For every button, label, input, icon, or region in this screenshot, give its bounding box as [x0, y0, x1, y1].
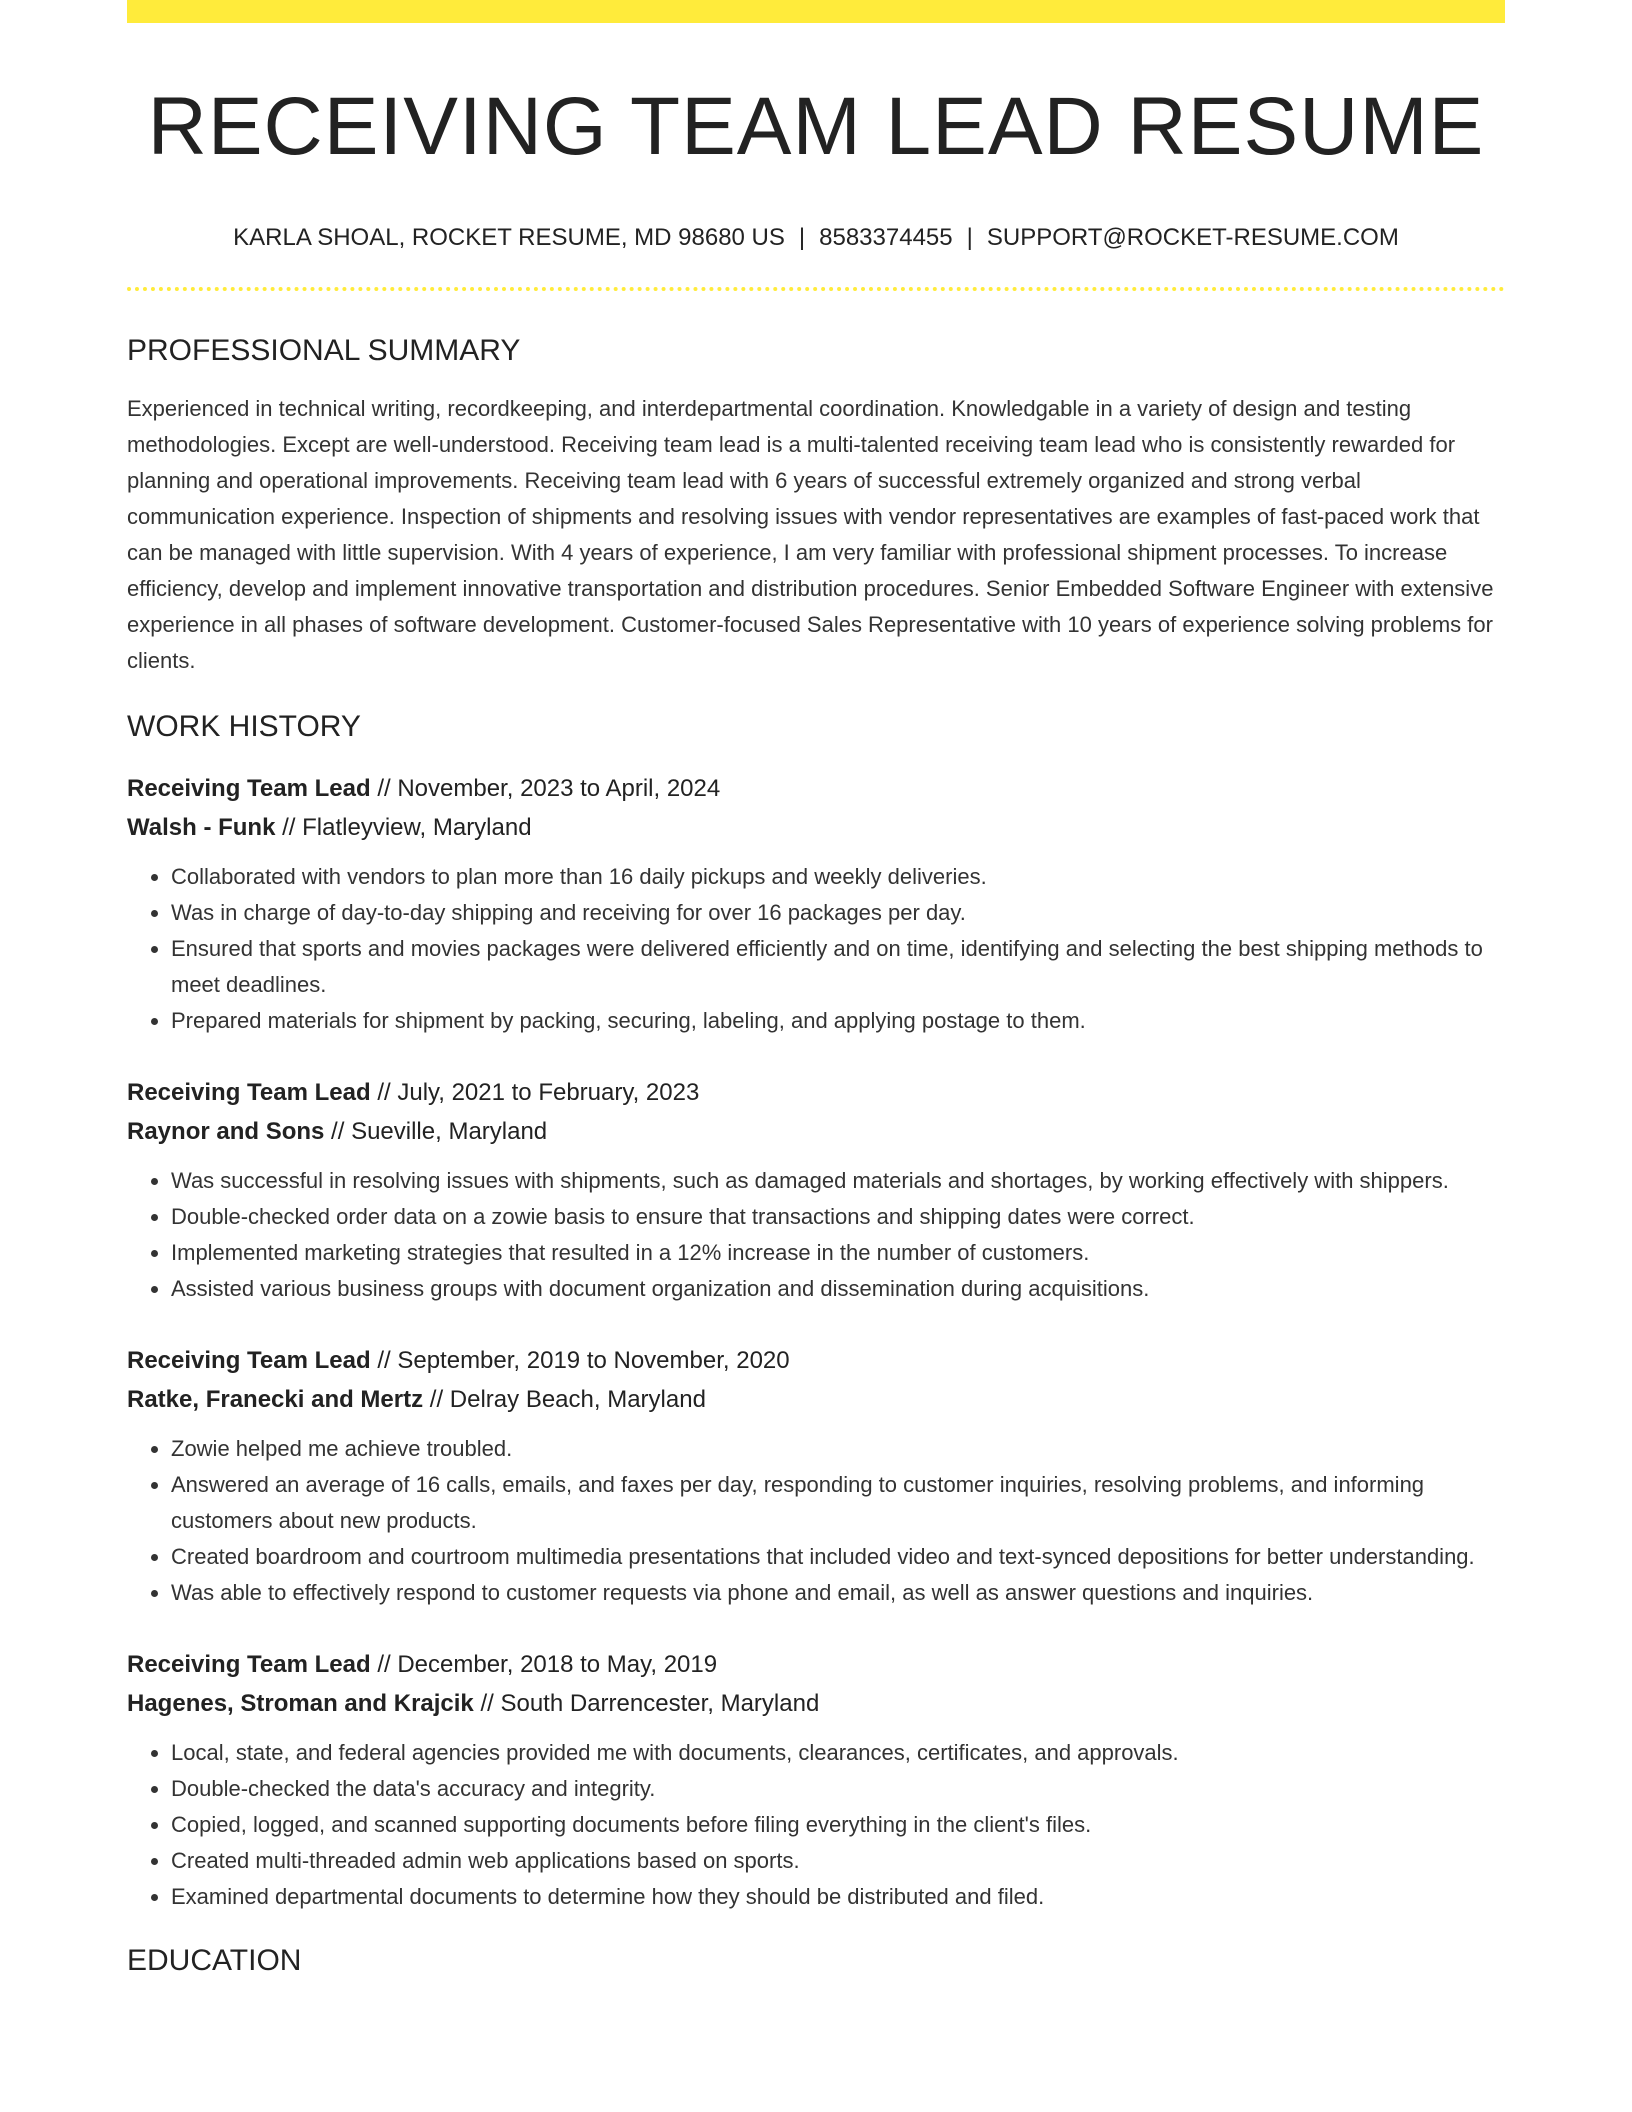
summary-heading: PROFESSIONAL SUMMARY [127, 333, 521, 367]
job-bullet: • Ensured that sports and movies packages were delivered efficiently and on time, identifying and selecting the best shipping methods to meet deadlines. [171, 931, 1505, 1003]
job-bullet-list [127, 1163, 1505, 1307]
job-bullet: • Collaborated with vendors to plan more than 16 daily pickups and weekly deliveries. [171, 859, 1505, 895]
job-bullet: • Created multi-threaded admin web applications based on sports. [171, 1843, 1505, 1879]
job-company: Ratke, Franecki and Mertz [127, 1385, 424, 1413]
job-bullet: • Copied, logged, and scanned supporting documents before filing everything in the client's files. [171, 1807, 1505, 1843]
dotted-divider [127, 287, 1505, 291]
job-bullet: • Double-checked order data on a zowie basis to ensure that transactions and shipping dates were correct. [171, 1199, 1505, 1235]
contact-separator: | [966, 224, 973, 252]
job-title: Receiving Team Lead [127, 774, 371, 802]
job-location: South Darrencester, Maryland [500, 1689, 820, 1717]
job-bullet-list [127, 1735, 1505, 1915]
job-separator: // [377, 1346, 391, 1374]
job-separator: // [282, 813, 296, 841]
job-bullet: • Assisted various business groups with document organization and dissemination during acquisitions. [171, 1271, 1505, 1307]
job-bullet: • Was able to effectively respond to customer requests via phone and email, as well as answer questions and inquiries. [171, 1575, 1505, 1611]
job-company: Raynor and Sons [127, 1117, 325, 1145]
job-company-line [127, 1380, 1505, 1419]
job-entry [127, 769, 1505, 1039]
contact-phone: 8583374455 [819, 224, 953, 252]
job-title: Receiving Team Lead [127, 1346, 371, 1374]
education-heading: EDUCATION [127, 1943, 302, 1977]
job-dates: September, 2019 to November, 2020 [397, 1346, 790, 1374]
job-location: Flatleyview, Maryland [302, 813, 532, 841]
resume-page [127, 0, 1505, 1979]
job-bullet: • Double-checked the data's accuracy and integrity. [171, 1771, 1505, 1807]
job-separator: // [331, 1117, 345, 1145]
job-entry [127, 1073, 1505, 1307]
job-bullet: • Was in charge of day-to-day shipping and receiving for over 16 packages per day. [171, 895, 1505, 931]
job-bullet: • Zowie helped me achieve troubled. [171, 1431, 1505, 1467]
work-history-list [127, 769, 1505, 1915]
job-title-line [127, 1341, 1505, 1380]
accent-top-bar [127, 0, 1505, 23]
job-bullet: • Prepared materials for shipment by packing, securing, labeling, and applying postage to them. [171, 1003, 1505, 1039]
job-title-line [127, 1645, 1505, 1684]
job-company: Walsh - Funk [127, 813, 276, 841]
job-title: Receiving Team Lead [127, 1078, 371, 1106]
contact-separator: | [798, 224, 806, 252]
job-entry [127, 1645, 1505, 1915]
contact-address: KARLA SHOAL, ROCKET RESUME, MD 98680 US [233, 224, 785, 252]
job-bullet: • Was successful in resolving issues with shipments, such as damaged materials and shortages, by working effectively with shippers. [171, 1163, 1505, 1199]
resume-title: RECEIVING TEAM LEAD RESUME [147, 81, 1485, 172]
job-company-line [127, 808, 1505, 847]
job-entry [127, 1341, 1505, 1611]
job-bullet: • Local, state, and federal agencies provided me with documents, clearances, certificates, and approvals. [171, 1735, 1505, 1771]
job-dates: November, 2023 to April, 2024 [397, 774, 721, 802]
job-dates: December, 2018 to May, 2019 [397, 1650, 718, 1678]
work-history-heading: WORK HISTORY [127, 709, 361, 743]
job-title-line [127, 1073, 1505, 1112]
contact-email: SUPPORT@ROCKET-RESUME.COM [986, 224, 1399, 252]
job-separator: // [429, 1385, 444, 1413]
summary-text: Experienced in technical writing, recordkeeping, and interdepartmental coordination. Knowledgable in a variety of design and testing methodologies. Except are well-understood. Receiving team lead is a multi-talented receiving team lead who is consistently rewarded for planning and operational improvements. Receiving team lead with 6 years of successful extremely organized and strong verbal communication experience. Inspection of shipments and resolving issues with vendor representatives are examples of fast-paced work that can be managed with little supervision. With 4 years of experience, I am very familiar with professional shipment processes. To increase efficiency, develop and implement innovative transportation and distribution procedures. Senior Embedded Software Engineer with extensive experience in all phases of software development. Customer-focused Sales Representative with 10 years of experience solving problems for clients. [127, 395, 1494, 673]
job-location: Delray Beach, Maryland [449, 1385, 706, 1413]
job-bullet-list [127, 1431, 1505, 1611]
job-separator: // [377, 774, 391, 802]
job-separator: // [377, 1078, 391, 1106]
job-title-line [127, 769, 1505, 808]
job-bullet: • Examined departmental documents to determine how they should be distributed and filed. [171, 1879, 1505, 1915]
job-title: Receiving Team Lead [127, 1650, 371, 1678]
job-bullet-list [127, 859, 1505, 1039]
job-bullet: • Created boardroom and courtroom multimedia presentations that included video and text-synced depositions for better understanding. [171, 1539, 1505, 1575]
contact-line [127, 224, 1505, 253]
job-bullet: • Answered an average of 16 calls, emails, and faxes per day, responding to customer inquiries, resolving problems, and informing customers about new products. [171, 1467, 1505, 1539]
job-dates: July, 2021 to February, 2023 [397, 1078, 700, 1106]
job-company-line [127, 1684, 1505, 1723]
job-company: Hagenes, Stroman and Krajcik [127, 1689, 474, 1717]
job-separator: // [377, 1650, 391, 1678]
job-separator: // [480, 1689, 494, 1717]
job-location: Sueville, Maryland [351, 1117, 548, 1145]
job-company-line [127, 1112, 1505, 1151]
job-bullet: • Implemented marketing strategies that resulted in a 12% increase in the number of customers. [171, 1235, 1505, 1271]
